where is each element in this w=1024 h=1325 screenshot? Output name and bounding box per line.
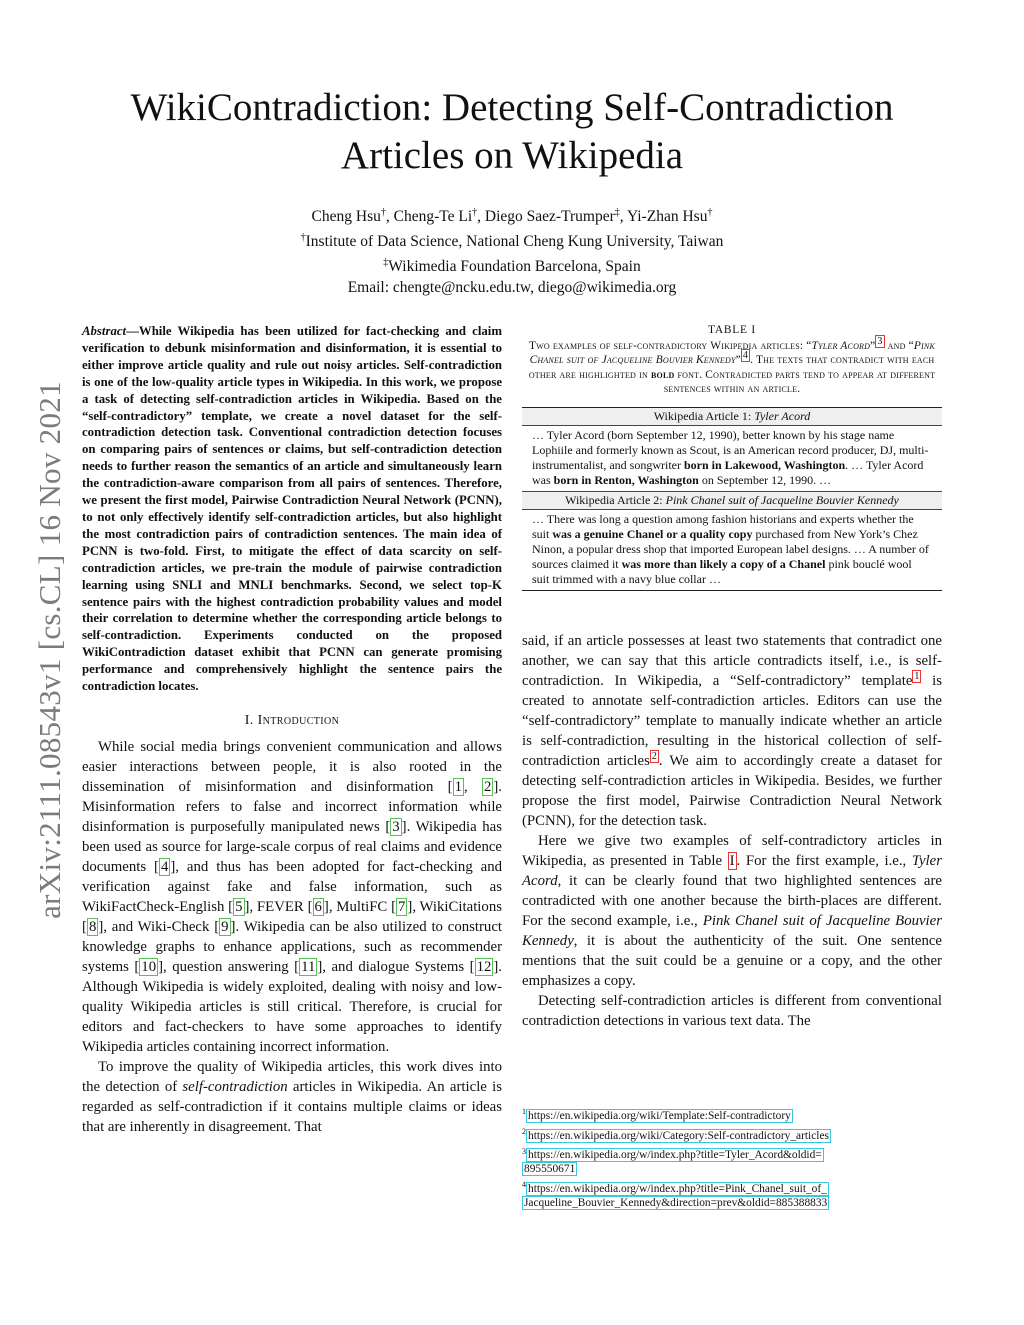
right-paragraph-3: Detecting self-contradiction articles is different from conventional contradiction detections in various text data. The <box>522 992 942 1029</box>
citation-link[interactable]: 2 <box>483 778 492 795</box>
footnote-url[interactable]: https://en.wikipedia.org/w/index.php?title=Pink_Chanel_suit_of_ <box>528 1183 827 1196</box>
article-1-text: … Tyler Acord (born September 12, 1990), better known by his stage name Lophiile and formerly known as Scout, is an American record producer, DJ, multi-instrumentalist, and songwriter born in Lakewood, Washington. … Tyler Acord was born in Renton, Washington on September 12, 1990. … <box>532 427 929 487</box>
footnote-1: $^1$ https://en.wikipedia.org/wiki/Template:Self-contradictory <box>522 1107 791 1122</box>
citation-link[interactable]: 9 <box>221 918 229 935</box>
section-heading-introduction <box>82 713 502 729</box>
footnote-url-cont[interactable]: 895550671 <box>524 1163 576 1176</box>
abstract <box>82 323 502 695</box>
right-paragraph-1: said, if an article possesses at least two statements that contradict one another, we can say that this article contradicts itself, i.e., is self-contradiction. In Wikipedia, a “Self-contradictory” template $^1$ is created to annotate self-contradiction articles. Editors can use the “self-contradictory” template to manually indicate whether an article is self-contradiction, resulting in the historical collection of self-contradiction articles $^2$ . We aim to accordingly create a dataset for detecting self-contradiction articles in Wikipedia. Besides, we further propose the first model, Pairwise Contradiction Neural Network (PCNN), for the detection task. <box>522 632 942 829</box>
dagger-mark: † <box>707 207 713 218</box>
abstract-label: Abstract <box>82 324 127 338</box>
citation-link[interactable]: 12 <box>476 958 492 975</box>
affiliation-1 <box>82 227 942 252</box>
ddagger-mark: ‡ <box>383 257 389 269</box>
citation-link[interactable]: 8 <box>88 918 97 935</box>
footnote-4: $^4$ https://en.wikipedia.org/w/index.php?title=Pink_Chanel_suit_of_ Jacqueline_Bouvier_Kennedy&direction=prev&oldid=885388833 <box>522 1180 828 1210</box>
citation-link[interactable]: 7 <box>398 898 406 915</box>
table-caption <box>522 323 942 397</box>
table-row <box>522 425 942 491</box>
section-title: Introduction <box>257 712 340 728</box>
footnote-link[interactable]: 1 <box>914 670 920 682</box>
author-4: Yi-Zhan Hsu <box>626 208 708 226</box>
author-list: Cheng Hsu†, Cheng-Te Li†, Diego Saez-Trumper‡, Yi-Zhan Hsu† <box>311 207 713 226</box>
intro-paragraph-1: While social media brings convenient communication and allows easier interactions between people, it is also rooted in the dissemination of misinformation and disinformation [ 1 , 2 ]. Misinformation refers to false and incorrect information while disinformation is purposefully manipulated news [ 3 ]. Wikipedia has been used as source for large-scale corpus of real claims and evidence documents [ 4 ], and thus has been adopted for fact-checking and verification against fake and false information, such as WikiFactCheck-English [ 5 ], FEVER [ 6 ], MultiFC [ 7 ], WikiCitations [ 8 ], and Wiki-Check [ 9 ]. Wikipedia can be also utilized to construct knowledge graphs to enhance applications, such as recommender systems [ 10 ], question answering [ 11 ], and dialogue Systems [ 12 ]. Although Wikipedia is widely exploited, dealing with noisy and low-quality Wikipedia articles is still critical. Therefore, is crucial for editors and fact-checkers to have some approaches to identify Wikipedia articles containing incorrect information. <box>82 738 502 1055</box>
examples-table <box>522 407 942 591</box>
title-line-2: Articles on Wikipedia <box>340 134 684 177</box>
intro-paragraph-2: To improve the quality of Wikipedia articles, this work dives into the detection of self-contradiction articles in Wikipedia. An article is regarded as self-contradiction if it contains multiple claims or ideas that are inherently in disagreement. That <box>82 1058 503 1135</box>
title-line-1: WikiContradiction: Detecting Self-Contradiction <box>130 86 894 129</box>
right-paragraph-2: Here we give two examples of self-contradictory articles in Wikipedia, as presented in Table I . For the first example, i.e., Tyler Acord, it can be clearly found that two highlighted sentences are contradicted with one another because the birth-places are different. For the second example, i.e., Pink Chanel suit of Jacqueline Bouvier Kennedy, it is about the authenticity of the suit. One sentence mentions that the suit could be a genuine or a copy, and the other emphasizes a copy. <box>522 832 942 989</box>
footnote-link[interactable]: 2 <box>651 750 657 762</box>
right-column <box>522 323 942 1031</box>
author-block <box>82 202 942 298</box>
citation-link[interactable]: 3 <box>392 818 400 835</box>
section-number: I. <box>244 712 254 728</box>
citation-link[interactable]: 6 <box>314 898 322 915</box>
footnote-link[interactable]: 3 <box>877 335 883 347</box>
table-row <box>522 491 942 509</box>
email-line: Email: chengte@ncku.edu.tw, diego@wikimedia.org <box>347 279 677 297</box>
affiliation-1-text: Institute of Data Science, National Cheng Kung University, Taiwan <box>305 233 724 251</box>
table-row <box>522 407 942 425</box>
table-row <box>522 509 942 590</box>
citation-link[interactable]: 5 <box>235 898 243 915</box>
ddagger-mark: ‡ <box>614 207 620 218</box>
paper-title <box>82 84 942 180</box>
footnote-link[interactable]: 4 <box>742 350 749 362</box>
dagger-mark: † <box>380 207 386 218</box>
footnote-url[interactable]: https://en.wikipedia.org/w/index.php?title=Tyler_Acord&oldid= <box>528 1149 822 1162</box>
left-column <box>82 323 502 1137</box>
citation-link[interactable]: 11 <box>301 958 316 975</box>
abstract-text: —While Wikipedia has been utilized for fact-checking and claim verification to debunk misinformation and disinformation, it is essential to either improve article quality and rule out noisy articles. Self-contradiction is one of the low-quality article types in Wikipedia. In this work, we propose a task of detecting self-contradiction articles in Wikipedia. Based on the “self-contradictory” template, we create a novel dataset for the self-contradiction detection task. Conventional contradiction detection focuses on comparing pairs of sentences or claims, but self-contradiction detection needs to further reason the semantics of an article and simultaneously learn the contradiction-aware comparison from all pairs of sentences. Therefore, we present the first model, Pairwise Contradiction Neural Network (PCNN), to not only effectively identify self-contradiction articles, but also highlight the most contradiction pairs of contradiction sentences. The main idea of PCNN is two-fold. First, to mitigate the effect of data scarcity on self-contradiction articles, we pre-train the module of pairwise contradiction learning using SNLI and MNLI benchmarks. Second, we select top-K sentence pairs with the highest contradiction probability values and model their correlation to determine whether the corresponding article belongs to self-contradiction. Experiments conducted on the proposed WikiContradiction dataset exhibit that PCNN can generate promising performance and comprehensively highlight the sentence pairs the contradiction locates. <box>82 324 502 694</box>
dagger-mark: † <box>472 207 478 218</box>
table-label: TABLE I <box>707 324 757 336</box>
right-body <box>522 631 942 1031</box>
affiliation-2-text: Wikimedia Foundation Barcelona, Spain <box>388 258 641 276</box>
footnote-2: $^2$ https://en.wikipedia.org/wiki/Category:Self-contradictory_articles <box>522 1126 829 1142</box>
footnotes <box>522 1105 942 1212</box>
table-ref-link[interactable]: I <box>729 852 735 869</box>
affiliation-2 <box>82 252 942 277</box>
author-2: Cheng-Te Li <box>393 208 473 226</box>
footnote-url-cont[interactable]: Jacqueline_Bouvier_Kennedy&direction=prev&oldid=885388833 <box>524 1197 828 1210</box>
citation-link[interactable]: 1 <box>454 778 462 795</box>
article-2-header: Wikipedia Article 2: Pink Chanel suit of Jacqueline Bouvier Kennedy <box>522 491 942 509</box>
footnote-url[interactable]: https://en.wikipedia.org/wiki/Template:Self-contradictory <box>528 1109 791 1122</box>
author-3: Diego Saez-Trumper <box>484 208 615 226</box>
table-caption-text: Two examples of self-contradictory Wikipedia articles: “Tyler Acord” 3 and “Pink Chanel suit of Jacqueline Bouvier Kennedy” 4 . The texts that contradict with each other are highlighted in bold font. Contradicted parts tend to appear at different sentences within an article. <box>528 335 936 395</box>
citation-link[interactable]: 10 <box>141 958 157 975</box>
author-1: Cheng Hsu <box>311 208 381 226</box>
article-2-text: … There was long a question among fashion historians and experts whether the suit was a genuine Chanel or a quality copy purchased from New York’s Chez Ninon, a popular dress shop that imported European label designs. … A number of sources claimed it was more than likely a copy of a Chanel pink bouclé wool suit trimmed with a navy blue collar … <box>532 511 929 586</box>
arxiv-stamp-text: arXiv:2111.08543v1 [cs.CL] 16 Nov 2021 <box>32 381 67 919</box>
article-1-header: Wikipedia Article 1: Tyler Acord <box>522 407 942 425</box>
citation-link[interactable]: 4 <box>160 858 169 875</box>
footnote-3: $^3$ https://en.wikipedia.org/w/index.php?title=Tyler_Acord&oldid= 895550671 <box>522 1146 822 1176</box>
footnote-url[interactable]: https://en.wikipedia.org/wiki/Category:Self-contradictory_articles <box>528 1129 829 1142</box>
dagger-mark: † <box>300 232 306 244</box>
